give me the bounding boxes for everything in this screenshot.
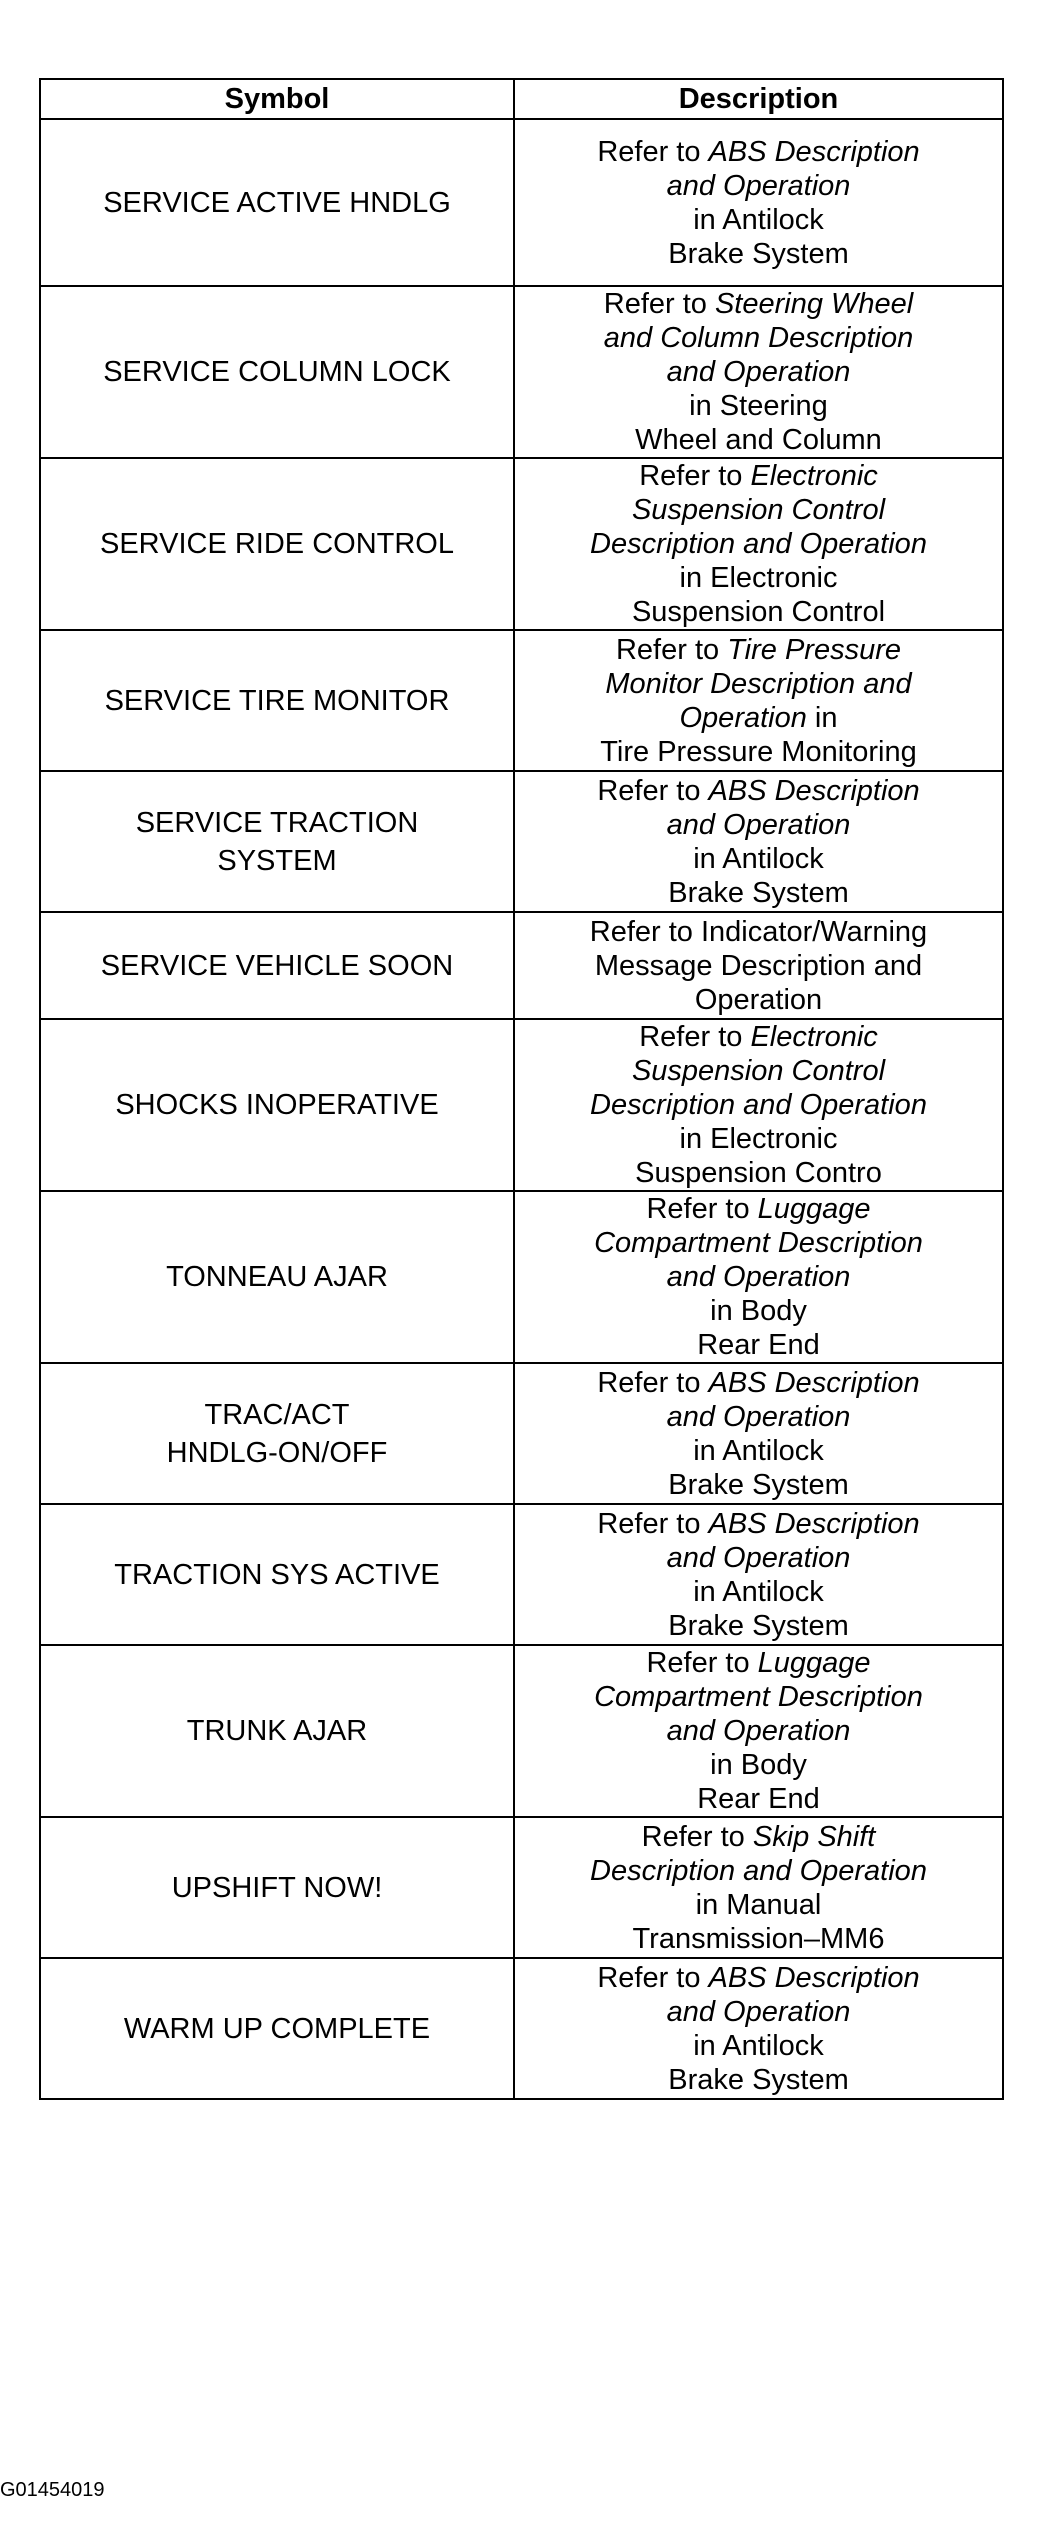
symbol-cell bbox=[40, 1191, 514, 1363]
description-text: in Electronic bbox=[679, 1123, 838, 1155]
description-text: Refer to bbox=[639, 1021, 751, 1053]
description-line bbox=[521, 701, 996, 735]
figure-id-label: G01454019 bbox=[0, 2479, 105, 2501]
symbol-text: SERVICE TRACTION bbox=[135, 806, 419, 839]
description-reference-text: and Column Description bbox=[603, 322, 914, 354]
description-line bbox=[521, 1156, 996, 1190]
description-text: Brake System bbox=[668, 1468, 849, 1501]
table-row bbox=[40, 119, 1003, 286]
table-body bbox=[40, 119, 1003, 2099]
description-line bbox=[521, 237, 996, 271]
description-reference-text: Electronic bbox=[750, 460, 878, 492]
description-line bbox=[521, 842, 996, 876]
description-text: in Body bbox=[710, 1749, 807, 1781]
description-cell bbox=[514, 1817, 1003, 1958]
description-line bbox=[521, 1782, 996, 1816]
description-reference-text: Steering Wheel bbox=[714, 288, 914, 320]
description-reference-text: Operation bbox=[679, 701, 807, 734]
symbol-text: TRAC/ACT bbox=[204, 1398, 350, 1431]
description-line bbox=[521, 423, 996, 457]
description-line bbox=[521, 1961, 996, 1995]
description-reference-text: ABS Description bbox=[708, 1366, 920, 1399]
description-text: Transmission–MM6 bbox=[632, 1922, 885, 1955]
description-line bbox=[521, 1995, 996, 2029]
description-line bbox=[521, 1748, 996, 1782]
symbol-cell bbox=[40, 119, 514, 286]
description-reference-text: and Operation bbox=[666, 169, 851, 202]
description-line bbox=[521, 1680, 996, 1714]
description-cell bbox=[514, 1958, 1003, 2099]
table-row bbox=[40, 912, 1003, 1019]
description-cell bbox=[514, 630, 1003, 771]
description-text: Refer to bbox=[646, 1193, 758, 1225]
description-line bbox=[521, 321, 996, 355]
description-reference-text: and Operation bbox=[666, 1715, 851, 1747]
symbol-text: SHOCKS INOPERATIVE bbox=[115, 1089, 439, 1121]
table-row bbox=[40, 630, 1003, 771]
description-text: in Antilock bbox=[693, 2029, 824, 2062]
description-text: Refer to bbox=[603, 288, 715, 320]
description-line bbox=[521, 1922, 996, 1956]
description-reference-text: Suspension Control bbox=[631, 494, 886, 526]
table-row bbox=[40, 286, 1003, 458]
description-line bbox=[521, 287, 996, 321]
description-reference-text: Skip Shift bbox=[752, 1820, 876, 1853]
symbol-text: HNDLG-ON/OFF bbox=[166, 1436, 388, 1469]
description-line bbox=[521, 1328, 996, 1362]
description-reference-text: and Operation bbox=[666, 1400, 851, 1433]
description-text: in Manual bbox=[695, 1888, 822, 1921]
symbol-cell bbox=[40, 286, 514, 458]
description-text: in Antilock bbox=[693, 203, 824, 236]
description-text: in Antilock bbox=[693, 1575, 824, 1608]
description-line bbox=[521, 169, 996, 203]
description-line bbox=[521, 1434, 996, 1468]
description-text: Refer to bbox=[597, 1961, 709, 1994]
description-text: Rear End bbox=[697, 1783, 820, 1815]
symbol-cell bbox=[40, 1363, 514, 1504]
description-text: Wheel and Column bbox=[635, 424, 882, 456]
description-cell bbox=[514, 912, 1003, 1019]
description-text: Rear End bbox=[697, 1329, 820, 1361]
description-text: Refer to bbox=[597, 1366, 709, 1399]
description-text: Tire Pressure Monitoring bbox=[600, 735, 917, 768]
description-line bbox=[521, 493, 996, 527]
description-reference-text: Monitor Description and bbox=[605, 667, 912, 700]
description-text: Message Description and bbox=[594, 949, 923, 982]
description-line bbox=[521, 561, 996, 595]
description-reference-text: Luggage bbox=[757, 1647, 871, 1679]
description-text: in Steering bbox=[689, 390, 828, 422]
table-row bbox=[40, 1019, 1003, 1191]
table-row bbox=[40, 771, 1003, 912]
description-reference-text: and Operation bbox=[666, 1995, 851, 2028]
description-line bbox=[521, 1575, 996, 1609]
description-text: Brake System bbox=[668, 2063, 849, 2096]
description-line bbox=[521, 389, 996, 423]
description-line bbox=[521, 1054, 996, 1088]
description-text: Brake System bbox=[668, 237, 849, 270]
description-line bbox=[521, 1122, 996, 1156]
description-line bbox=[521, 459, 996, 493]
symbol-text: SERVICE COLUMN LOCK bbox=[103, 356, 451, 388]
description-line bbox=[521, 2029, 996, 2063]
description-cell bbox=[514, 771, 1003, 912]
description-reference-text: ABS Description bbox=[708, 135, 920, 168]
description-line bbox=[521, 1646, 996, 1680]
symbol-cell bbox=[40, 1817, 514, 1958]
description-reference-text: and Operation bbox=[666, 1541, 851, 1574]
description-line bbox=[521, 1854, 996, 1888]
symbol-cell bbox=[40, 458, 514, 630]
table-row bbox=[40, 1504, 1003, 1645]
description-line bbox=[521, 633, 996, 667]
description-line bbox=[521, 808, 996, 842]
description-line bbox=[521, 1541, 996, 1575]
description-cell bbox=[514, 1645, 1003, 1817]
column-header-description: Description bbox=[514, 79, 1003, 119]
description-line bbox=[521, 1020, 996, 1054]
symbol-text: SERVICE ACTIVE HNDLG bbox=[103, 186, 451, 219]
description-cell bbox=[514, 119, 1003, 286]
symbol-text: TONNEAU AJAR bbox=[166, 1261, 388, 1293]
description-cell bbox=[514, 1191, 1003, 1363]
description-line bbox=[521, 203, 996, 237]
description-reference-text: Luggage bbox=[757, 1193, 871, 1225]
description-line bbox=[521, 774, 996, 808]
symbol-cell bbox=[40, 1019, 514, 1191]
description-line bbox=[521, 1088, 996, 1122]
description-line bbox=[521, 1820, 996, 1854]
description-reference-text: Description and Operation bbox=[590, 528, 927, 560]
description-line bbox=[521, 1609, 996, 1643]
description-line bbox=[521, 983, 996, 1017]
description-line bbox=[521, 876, 996, 910]
symbol-text: TRACTION SYS ACTIVE bbox=[114, 1558, 440, 1591]
description-text: in Electronic bbox=[679, 562, 838, 594]
table-row bbox=[40, 458, 1003, 630]
symbol-text: SYSTEM bbox=[217, 844, 337, 877]
description-line bbox=[521, 1468, 996, 1502]
description-cell bbox=[514, 458, 1003, 630]
description-cell bbox=[514, 286, 1003, 458]
description-reference-text: Tire Pressure bbox=[727, 633, 901, 666]
table-row bbox=[40, 1645, 1003, 1817]
symbol-cell bbox=[40, 912, 514, 1019]
symbol-text: UPSHIFT NOW! bbox=[171, 1871, 383, 1904]
description-reference-text: Suspension Control bbox=[631, 1055, 886, 1087]
description-cell bbox=[514, 1363, 1003, 1504]
table-header-row bbox=[40, 79, 1003, 119]
description-reference-text: and Operation bbox=[666, 356, 851, 388]
description-text: Refer to bbox=[597, 774, 709, 807]
description-line bbox=[521, 735, 996, 769]
description-reference-text: ABS Description bbox=[708, 1507, 920, 1540]
description-text: Operation bbox=[694, 983, 823, 1016]
description-reference-text: ABS Description bbox=[708, 774, 920, 807]
description-text: in Antilock bbox=[693, 1434, 824, 1467]
description-line bbox=[521, 135, 996, 169]
description-reference-text: Compartment Description bbox=[594, 1681, 923, 1713]
symbol-text: TRUNK AJAR bbox=[186, 1715, 368, 1747]
description-text: Refer to Indicator/Warning bbox=[589, 915, 928, 948]
table-row bbox=[40, 1817, 1003, 1958]
description-line bbox=[521, 949, 996, 983]
symbol-text: SERVICE TIRE MONITOR bbox=[104, 684, 450, 717]
symbol-text: SERVICE VEHICLE SOON bbox=[100, 949, 454, 982]
table-row bbox=[40, 1958, 1003, 2099]
description-text: Refer to bbox=[641, 1820, 753, 1853]
symbol-cell bbox=[40, 630, 514, 771]
description-reference-text: Compartment Description bbox=[594, 1227, 923, 1259]
description-line bbox=[521, 1507, 996, 1541]
description-text: Refer to bbox=[597, 135, 709, 168]
symbol-text: WARM UP COMPLETE bbox=[123, 2012, 431, 2045]
description-reference-text: Description and Operation bbox=[590, 1854, 927, 1887]
description-text: Brake System bbox=[668, 876, 849, 909]
description-text: in bbox=[806, 701, 838, 734]
description-line bbox=[521, 527, 996, 561]
description-text: in Antilock bbox=[693, 842, 824, 875]
table-row bbox=[40, 1363, 1003, 1504]
description-text: Refer to bbox=[615, 633, 728, 666]
description-reference-text: and Operation bbox=[666, 808, 851, 841]
symbol-cell bbox=[40, 1958, 514, 2099]
symbol-cell bbox=[40, 771, 514, 912]
description-line bbox=[521, 1192, 996, 1226]
description-text: Refer to bbox=[639, 460, 751, 492]
symbol-cell bbox=[40, 1645, 514, 1817]
description-text: in Body bbox=[710, 1295, 807, 1327]
description-text: Suspension Contro bbox=[635, 1157, 882, 1189]
description-line bbox=[521, 1294, 996, 1328]
description-line bbox=[521, 595, 996, 629]
description-line bbox=[521, 667, 996, 701]
table-row bbox=[40, 1191, 1003, 1363]
description-line bbox=[521, 1714, 996, 1748]
symbol-cell bbox=[40, 1504, 514, 1645]
description-reference-text: Description and Operation bbox=[590, 1089, 927, 1121]
description-line bbox=[521, 1366, 996, 1400]
description-text: Refer to bbox=[597, 1507, 709, 1540]
description-reference-text: and Operation bbox=[666, 1261, 851, 1293]
symbol-description-table bbox=[39, 78, 1004, 2100]
description-cell bbox=[514, 1019, 1003, 1191]
description-text: Refer to bbox=[646, 1647, 758, 1679]
description-line bbox=[521, 1260, 996, 1294]
description-line bbox=[521, 1888, 996, 1922]
description-line bbox=[521, 355, 996, 389]
description-reference-text: Electronic bbox=[750, 1021, 878, 1053]
description-text: Suspension Control bbox=[631, 596, 886, 628]
description-reference-text: ABS Description bbox=[708, 1961, 920, 1994]
symbol-text: SERVICE RIDE CONTROL bbox=[100, 528, 454, 560]
description-line bbox=[521, 915, 996, 949]
description-line bbox=[521, 1226, 996, 1260]
column-header-symbol: Symbol bbox=[40, 79, 514, 119]
description-text: Brake System bbox=[668, 1609, 849, 1642]
description-line bbox=[521, 2063, 996, 2097]
description-line bbox=[521, 1400, 996, 1434]
description-cell bbox=[514, 1504, 1003, 1645]
